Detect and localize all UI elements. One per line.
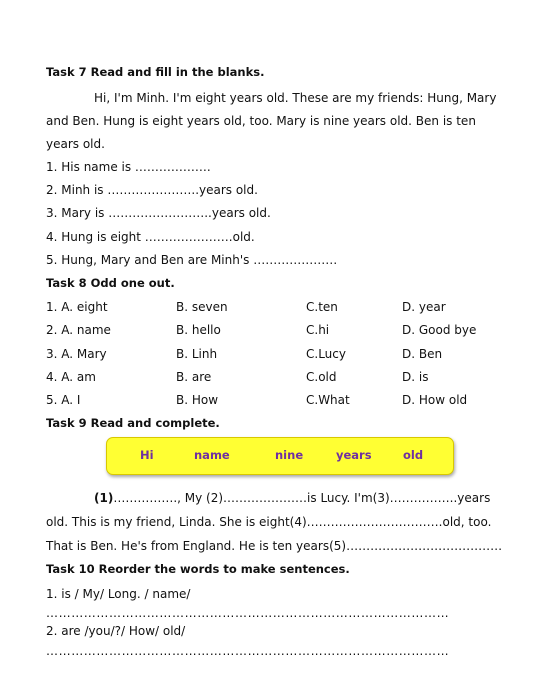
- task10-item-2: 2. are /you/?/ How/ old/: [46, 624, 186, 638]
- task9-passage-line-2: old. This is my friend, Linda. She is eight(4)…………………………….old, too.: [46, 515, 492, 529]
- task8-option: B. How: [176, 393, 219, 407]
- task10-answer-line-2: ……………………………………………………………………………………: [46, 644, 450, 658]
- task8-row-5: [46, 392, 506, 408]
- task8-row-4: [46, 369, 506, 385]
- task8-option: B. hello: [176, 323, 221, 337]
- blank-number-1: (1): [94, 491, 114, 505]
- task10-item-1: 1. is / My/ Long. / name/: [46, 587, 191, 601]
- task7-paragraph-line-2: and Ben. Hung is eight years old, too. Mary is nine years old. Ben is ten: [46, 114, 476, 128]
- task10-answer-line-1: ……………………………………………………………………………………: [46, 606, 450, 620]
- task9-passage-line-1: [94, 490, 490, 506]
- task8-option: C.Lucy: [306, 347, 346, 361]
- task7-item-4: 4. Hung is eight ………………….old.: [46, 230, 255, 244]
- task8-option: 2. A. name: [46, 323, 111, 337]
- task7-paragraph-line-3: years old.: [46, 137, 105, 151]
- task7-item-1: 1. His name is ……………….: [46, 160, 211, 174]
- task8-option: B. Linh: [176, 347, 218, 361]
- task7-item-2: 2. Minh is …………………..years old.: [46, 183, 258, 197]
- task8-option: D. How old: [402, 393, 468, 407]
- task8-option: D. Ben: [402, 347, 443, 361]
- word-bank-word: Hi: [140, 448, 154, 462]
- task8-row-2: [46, 322, 506, 338]
- task9-passage-text: ……………., My (2)…………………is Lucy. I'm(3)……………..years: [113, 491, 491, 505]
- task8-option: B. seven: [176, 300, 228, 314]
- task9-heading: Task 9 Read and complete.: [46, 416, 220, 430]
- task8-row-3: [46, 346, 506, 362]
- task8-option: D. year: [402, 300, 446, 314]
- task8-option: D. Good bye: [402, 323, 477, 337]
- word-bank-word: name: [194, 448, 230, 462]
- word-bank-box: [106, 437, 454, 475]
- task8-option: C.ten: [306, 300, 338, 314]
- task8-option: 1. A. eight: [46, 300, 108, 314]
- task8-option: C.old: [306, 370, 337, 384]
- task8-option: 3. A. Mary: [46, 347, 107, 361]
- task7-paragraph-line-1: Hi, I'm Minh. I'm eight years old. These are my friends: Hung, Mary: [94, 91, 497, 105]
- task8-option: 5. A. I: [46, 393, 81, 407]
- task7-item-5: 5. Hung, Mary and Ben are Minh's …………………: [46, 253, 338, 267]
- task8-option: C.hi: [306, 323, 330, 337]
- word-bank-word: old: [403, 448, 424, 462]
- task8-row-1: [46, 299, 506, 315]
- task8-option: D. is: [402, 370, 429, 384]
- word-bank-word: nine: [275, 448, 304, 462]
- task8-option: B. are: [176, 370, 212, 384]
- task10-heading: Task 10 Reorder the words to make sentences.: [46, 562, 350, 576]
- task7-item-3: 3. Mary is ……………………..years old.: [46, 206, 271, 220]
- task8-option: 4. A. am: [46, 370, 96, 384]
- task9-passage-line-3: That is Ben. He's from England. He is ten years(5)…………………………………: [46, 539, 503, 553]
- task7-heading: Task 7 Read and fill in the blanks.: [46, 65, 265, 79]
- word-bank-word: years: [336, 448, 372, 462]
- task8-heading: Task 8 Odd one out.: [46, 276, 175, 290]
- task8-option: C.What: [306, 393, 350, 407]
